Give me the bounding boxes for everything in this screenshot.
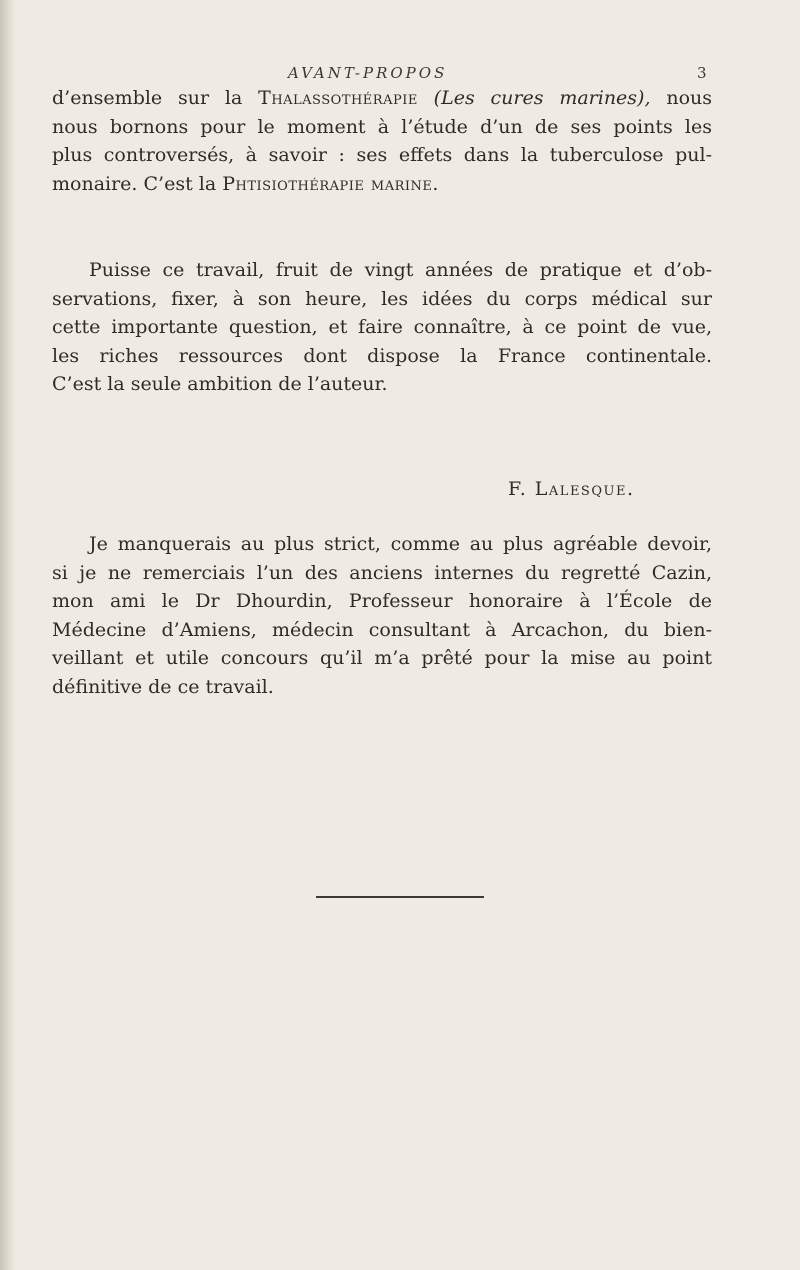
paragraph-1-line-4: [52, 170, 712, 199]
text-run: .: [432, 172, 439, 195]
paragraph-2-line-2: servations, fixer, à son heure, les idées du corps médical sur: [52, 287, 712, 310]
title-les-cures-marines: (Les cures marines),: [417, 87, 651, 109]
paragraph-1-line-3: plus controversés, à savoir : ses effets dans la tuberculose pul-: [52, 144, 712, 167]
paragraph-3-line-6: définitive de ce travail.: [52, 675, 274, 698]
paragraph-2-line-3: cette importante question, et faire connaître, à ce point de vue,: [52, 316, 712, 339]
paragraph-3-line-4: Médecine d’Amiens, médecin consultant à Arcachon, du bien-: [52, 618, 712, 641]
paragraph-3-line-3: mon ami le Dr Dhourdin, Professeur honoraire à l’École de: [52, 590, 712, 613]
page-number: 3: [697, 64, 707, 82]
paragraph-3-line-5: veillant et utile concours qu’il m’a prêté pour la mise au point: [52, 647, 712, 670]
text-run: d’ensemble sur la: [52, 87, 259, 109]
paragraph-2-line-5: C’est la seule ambition de l’auteur.: [52, 373, 388, 396]
paragraph-3-line-1: Je manquerais au plus strict, comme au plus agréable devoir,: [89, 533, 712, 555]
paragraph-3: [52, 530, 712, 702]
paragraph-2-line-4: les riches ressources dont dispose la France continentale.: [52, 344, 712, 367]
paragraph-1: [52, 84, 712, 198]
term-thalassotherapie: Thalassothérapie: [258, 87, 418, 109]
binding-shadow: [0, 0, 16, 1270]
text-run: nous: [650, 87, 713, 109]
paragraph-1-line-2: nous bornons pour le moment à l’étude d’un de ses points les: [52, 115, 712, 138]
paragraph-1-line-1: [52, 84, 712, 113]
paragraph-2: [52, 256, 712, 399]
author-signature: F. Lalesque.: [508, 478, 635, 500]
paragraph-3-line-2: si je ne remerciais l’un des anciens internes du regretté Cazin,: [52, 561, 712, 584]
running-title: AVANT-PROPOS: [288, 64, 448, 82]
text-run: monaire. C’est la: [52, 172, 223, 195]
paragraph-2-line-1: Puisse ce travail, fruit de vingt années de pratique et d’ob-: [89, 259, 712, 281]
term-phtisiotherapie-marine: Phtisiothérapie marine: [222, 172, 433, 195]
closing-rule: [316, 896, 484, 898]
